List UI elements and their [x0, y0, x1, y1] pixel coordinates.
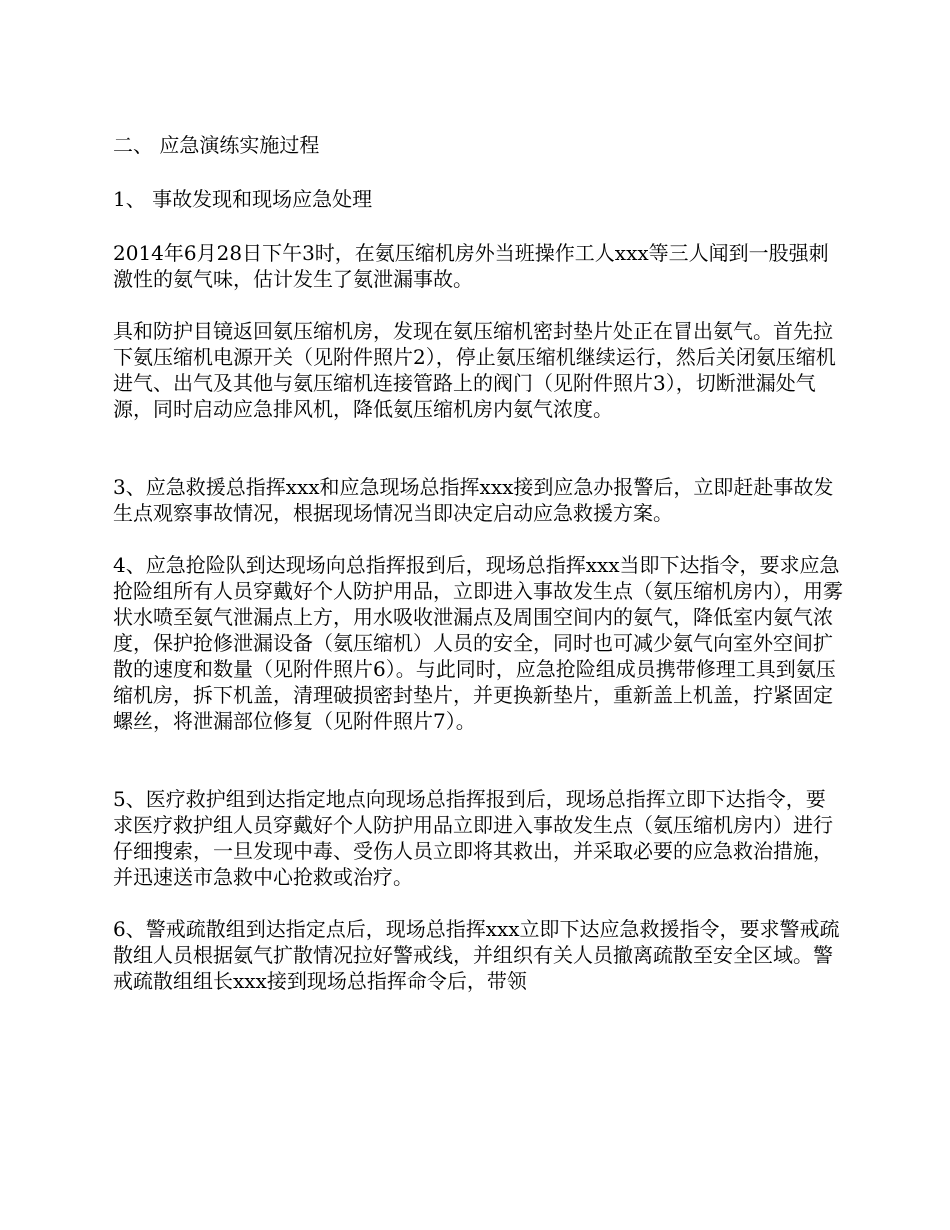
- document-body: [113, 132, 843, 1020]
- subheading: 1、 事故发现和现场应急处理: [113, 187, 373, 211]
- paragraph-medical-team: 5、医疗救护组到达指定地点向现场总指挥报到后，现场总指挥立即下达指令，要求医疗救护组人员穿戴好个人防护用品立即进入事故发生点（氨压缩机房内）进行仔细搜索，一旦发现中毒、受伤人员立即将其救出，并采取必要的应急救治措施，并迅速送市急救中心抢救或治疗。: [113, 787, 833, 889]
- paragraph-evacuation-team: 6、警戒疏散组到达指定点后，现场总指挥xxx立即下达应急救援指令，要求警戒疏散组人员根据氨气扩散情况拉好警戒线，并组织有关人员撤离疏散至安全区域。警戒疏散组组长xxx接到现场总指挥命令后，带领: [113, 917, 840, 993]
- paragraph-on-site-handling: 具和防护目镜返回氨压缩机房，发现在氨压缩机密封垫片处正在冒出氨气。首先拉下氨压缩机电源开关（见附件照片2），停止氨压缩机继续运行，然后关闭氨压缩机进气、出气及其他与氨压缩机连接管路上的阀门（见附件照片3），切断泄漏处气源，同时启动应急排风机，降低氨压缩机房内氨气浓度。: [113, 319, 836, 421]
- paragraph-incident-discovery: 2014年6月28日下午3时，在氨压缩机房外当班操作工人xxx等三人闻到一股强刺激性的氨气味，估计发生了氨泄漏事故。: [113, 241, 829, 291]
- paragraph-rescue-team: 4、应急抢险队到达现场向总指挥报到后，现场总指挥xxx当即下达指令，要求应急抢险组所有人员穿戴好个人防护用品，立即进入事故发生点（氨压缩机房内），用雾状水喷至氨气泄漏点上方，用水吸收泄漏点及周围空间内的氨气，降低室内氨气浓度，保护抢修泄漏设备（氨压缩机）人员的安全，同时也可减少氨气向室外空间扩散的速度和数量（见附件照片6）。与此同时，应急抢险组成员携带修理工具到氨压缩机房，拆下机盖，清理破损密封垫片，并更换新垫片，重新盖上机盖，拧紧固定螺丝，将泄漏部位修复（见附件照片7）。: [113, 553, 843, 733]
- paragraph-command-response: 3、应急救援总指挥xxx和应急现场总指挥xxx接到应急办报警后，立即赶赴事故发生点观察事故情况，根据现场情况当即决定启动应急救援方案。: [113, 475, 834, 525]
- section-heading: 二、 应急演练实施过程: [113, 133, 320, 157]
